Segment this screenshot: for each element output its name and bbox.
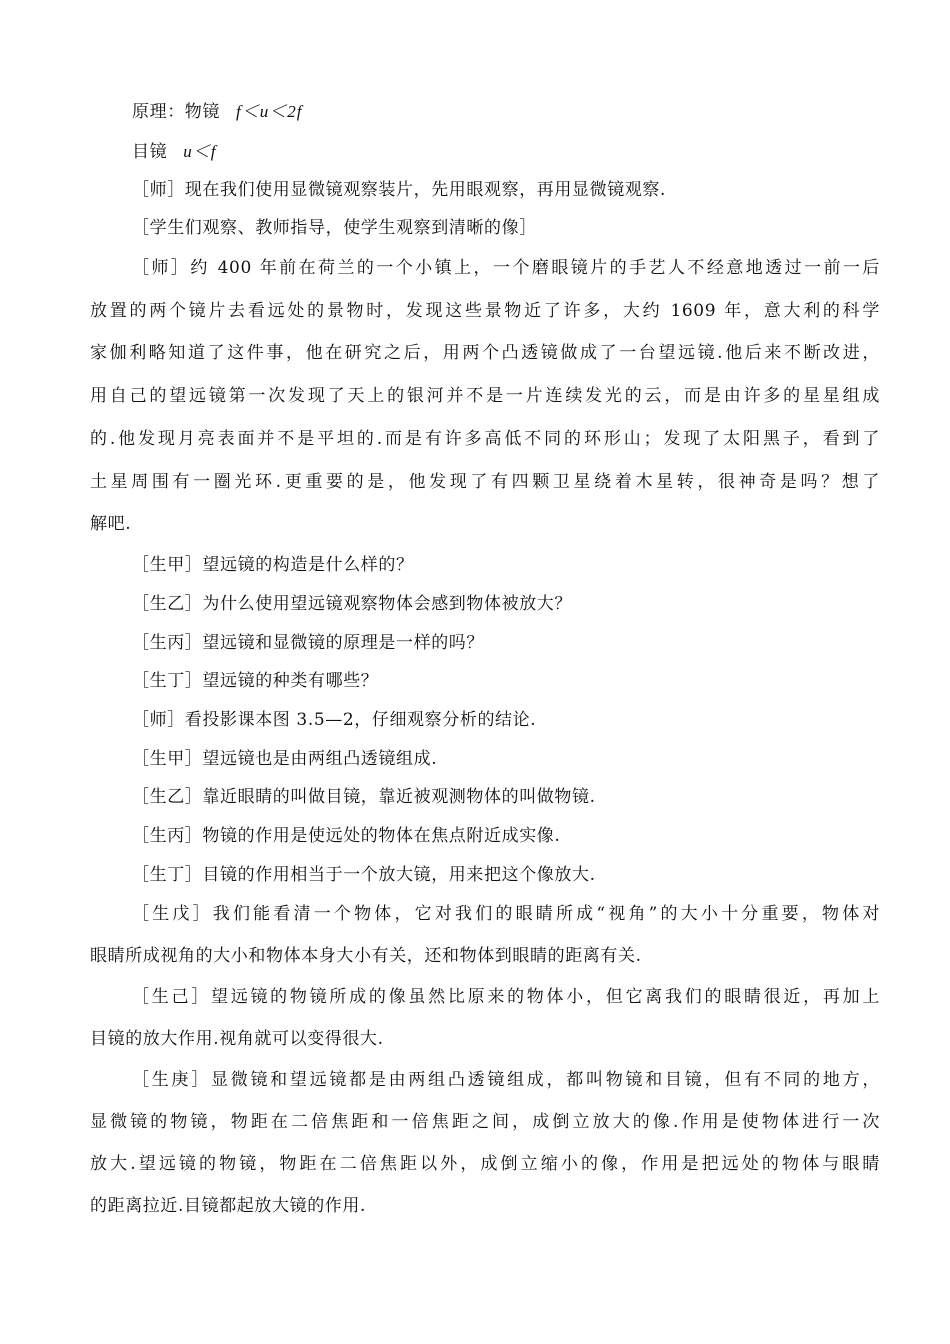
paragraph-line: ［师］现在我们使用显微镜观察装片，先用眼观察，再用显微镜观察. — [132, 180, 667, 200]
principle-lead: 原理：物镜 — [132, 102, 220, 122]
dialogue-line: ［师］看投影课本图 3.5—2，仔细观察分析的结论. — [132, 710, 537, 730]
paragraph-line: 土星周围有一圈光环.更重要的是，他发现了有四颗卫星绕着木星转，很神奇是吗？想了 — [90, 472, 880, 492]
dialogue-line: ［生丙］望远镜和显微镜的原理是一样的吗？ — [132, 633, 484, 653]
dialogue-line: ［生丁］望远镜的种类有哪些？ — [132, 671, 379, 691]
dialogue-line: ［生乙］靠近眼睛的叫做目镜，靠近被观测物体的叫做物镜. — [132, 787, 596, 807]
paragraph-line: 放置的两个镜片去看远处的景物时，发现这些景物近了许多，大约 1609 年，意大利的科学 — [90, 301, 880, 321]
principle-line — [132, 100, 922, 124]
paragraph-line: 的.他发现月亮表面并不是平坦的.而是有许多高低不同的环形山；发现了太阳黑子，看到了 — [90, 429, 880, 449]
eyepiece-formula: u＜f — [183, 142, 217, 161]
dialogue-line: 显微镜的物镜，物距在二倍焦距和一倍焦距之间，成倒立放大的像.作用是使物体进行一次 — [90, 1112, 880, 1132]
dialogue-line: 放大.望远镜的物镜，物距在二倍焦距以外，成倒立缩小的像，作用是把远处的物体与眼睛 — [90, 1154, 880, 1174]
dialogue-line: 目镜的放大作用.视角就可以变得很大. — [90, 1029, 384, 1049]
dialogue-line: 眼睛所成视角的大小和物体本身大小有关，还和物体到眼睛的距离有关. — [90, 946, 642, 966]
dialogue-line: ［生甲］望远镜的构造是什么样的？ — [132, 555, 414, 575]
paragraph-line: ［师］约 400 年前在荷兰的一个小镇上，一个磨眼镜片的手艺人不经意地透过一前一后 — [132, 258, 880, 278]
paragraph-line: 用自己的望远镜第一次发现了天上的银河并不是一片连续发光的云，而是由许多的星星组成 — [90, 386, 880, 406]
dialogue-line: ［生丙］物镜的作用是使远处的物体在焦点附近成实像. — [132, 826, 561, 846]
dialogue-line: ［生丁］目镜的作用相当于一个放大镜，用来把这个像放大. — [132, 865, 596, 885]
eyepiece-line — [132, 140, 922, 164]
paragraph-line: 解吧. — [90, 514, 132, 534]
eyepiece-lead: 目镜 — [132, 142, 168, 162]
paragraph-line: ［学生们观察、教师指导，使学生观察到清晰的像］ — [132, 218, 537, 238]
dialogue-line: ［生乙］为什么使用望远镜观察物体会感到物体被放大？ — [132, 594, 572, 614]
paragraph-line: 家伽利略知道了这件事，他在研究之后，用两个凸透镜做成了一台望远镜.他后来不断改进， — [90, 343, 880, 363]
dialogue-line: ［生庚］显微镜和望远镜都是由两组凸透镜组成，都叫物镜和目镜，但有不同的地方， — [132, 1070, 880, 1090]
objective-lens-formula: f＜u＜2f — [236, 102, 303, 121]
dialogue-line: ［生己］望远镜的物镜所成的像虽然比原来的物体小，但它离我们的眼睛很近，再加上 — [132, 987, 880, 1007]
dialogue-line: 的距离拉近.目镜都起放大镜的作用. — [90, 1196, 367, 1216]
dialogue-line: ［生戊］我们能看清一个物体，它对我们的眼睛所成“视角”的大小十分重要，物体对 — [132, 904, 880, 924]
dialogue-line: ［生甲］望远镜也是由两组凸透镜组成. — [132, 749, 438, 769]
